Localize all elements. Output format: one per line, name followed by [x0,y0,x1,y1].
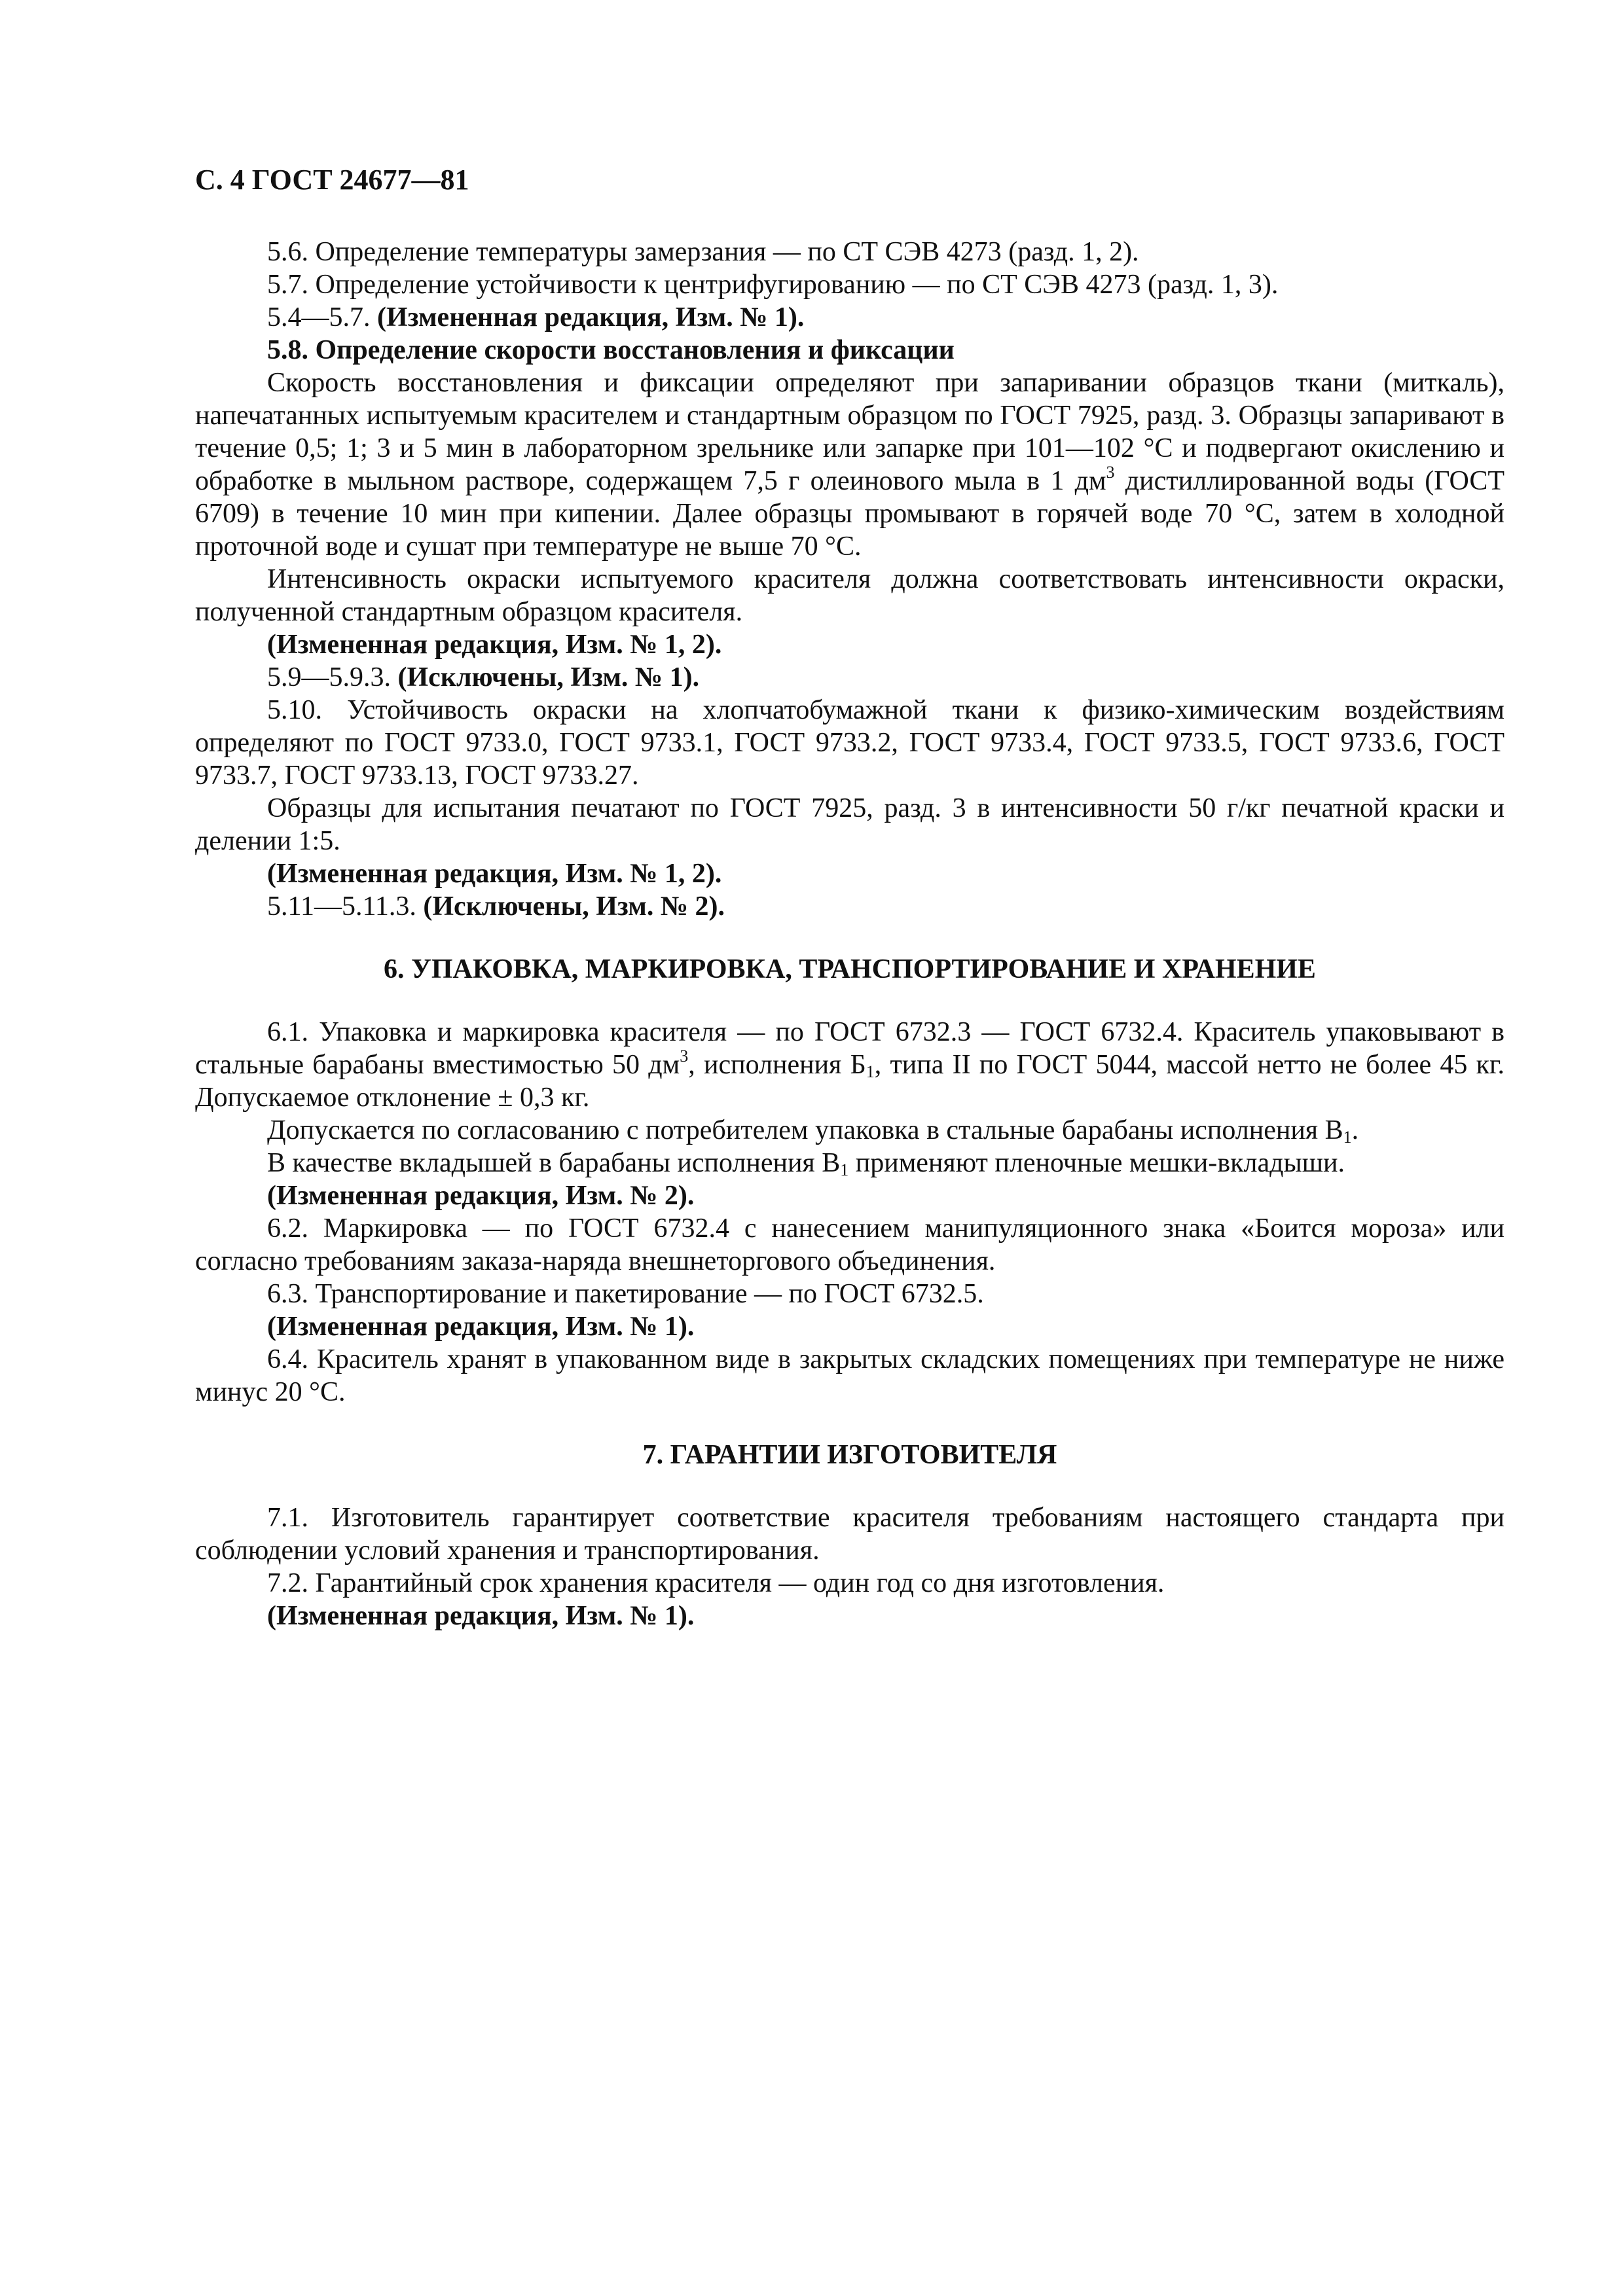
superscript: 3 [1106,463,1115,482]
amendment-note: (Измененная редакция, Изм. № 1, 2). [267,859,722,889]
text-run: применяют пленочные мешки-вкладыши. [848,1148,1345,1178]
section-7-heading: 7. ГАРАНТИИ ИЗГОТОВИТЕЛЯ [642,1440,1057,1470]
text-run: 6.1. Упаковка и маркировка красителя — по ГОСТ 6732.3 — ГОСТ 6732.4. Краситель упаковывают в стальные барабаны вместимостью 50 дм [195,1017,1504,1080]
amendment-note: (Исключены, Изм. № 1). [397,662,700,692]
clause-5-10: 5.10. Устойчивость окраски на хлопчатобумажной ткани к физико-химическим воздействиям определяют по ГОСТ 9733.0, ГОСТ 9733.1, ГОСТ 9733.2, ГОСТ 9733.4, ГОСТ 9733.5, ГОСТ 9733.6, ГОСТ 9733.7, ГОСТ 9733.13, ГОСТ 9733.27. [195,695,1504,791]
clause-6-1-allowance [195,1114,1504,1147]
clause-5-11 [195,890,1504,923]
clause-5-4-5-7 [195,301,1504,334]
clause-5-8-text [195,367,1504,563]
amendment-note: (Измененная редакция, Изм. № 2). [267,1181,695,1211]
running-header: С. 4 ГОСТ 24677—81 [195,164,469,196]
superscript: 3 [680,1047,689,1066]
amendment-note: (Исключены, Изм. № 2). [423,891,725,922]
clause-6-1-liner [195,1147,1504,1179]
clause-5-9 [195,661,1504,694]
amendment-note: (Измененная редакция, Изм. № 1). [267,1312,695,1342]
subscript: 1 [866,1062,875,1081]
subscript: 1 [1343,1128,1352,1147]
clause-5-8-title: 5.8. Определение скорости восстановления и фиксации [267,335,955,365]
clause-5-8-intensity: Интенсивность окраски испытуемого красителя должна соответствовать интенсивности окраски, полученной стандартным образцом красителя. [195,564,1504,627]
clause-5-7: 5.7. Определение устойчивости к центрифугированию — по СТ СЭВ 4273 (разд. 1, 3). [267,270,1279,300]
text-run: дистиллированной воды (ГОСТ 6709) в течение 10 мин при кипении. Далее образцы промывают в горячей воде 70 °С, затем в холодной проточной воде и сушат при температуре не выше 70 °С. [195,466,1504,562]
clause-5-6: 5.6. Определение температуры замерзания — по СТ СЭВ 4273 (разд. 1, 2). [267,237,1139,267]
clause-6-1 [195,1016,1504,1114]
text-run: В качестве вкладышей в барабаны исполнения В [267,1148,841,1178]
text-run: , типа II по ГОСТ 5044, массой нетто не более 45 кг. Допускаемое отклонение ± 0,3 кг. [195,1050,1504,1113]
amendment-note: (Измененная редакция, Изм. № 1, 2). [267,630,722,660]
clause-7-1: 7.1. Изготовитель гарантирует соответствие красителя требованиям настоящего стандарта при соблюдении условий хранения и транспортирования. [195,1503,1504,1566]
clause-number: 5.4—5.7. [267,302,371,332]
clause-6-4: 6.4. Краситель хранят в упакованном виде в закрытых складских помещениях при температуре не ниже минус 20 °С. [195,1344,1504,1407]
clause-number: 5.9—5.9.3. [267,662,391,692]
amendment-note: (Измененная редакция, Изм. № 1). [377,302,805,332]
clause-7-2: 7.2. Гарантийный срок хранения красителя — один год со дня изготовления. [267,1568,1165,1598]
text-run: Скорость восстановления и фиксации определяют при запаривании образцов ткани (миткаль), напечатанных испытуемым красителем и стандартным образцом по ГОСТ 7925, разд. 3. Образцы запаривают в течение 0,5; 1; 3 и 5 мин в лабораторном зрельнике или запарке при 101—102 °С и подвергают окислению и обработке в мыльном растворе, содержащем 7,5 г олеинового мыла в 1 дм [195,368,1504,496]
text-run: . [1351,1115,1359,1145]
amendment-note: (Измененная редакция, Изм. № 1). [267,1601,695,1631]
subscript: 1 [840,1160,849,1179]
clause-6-3: 6.3. Транспортирование и пакетирование — по ГОСТ 6732.5. [267,1279,984,1309]
clause-6-2: 6.2. Маркировка — по ГОСТ 6732.4 с нанесением манипуляционного знака «Боится мороза» или согласно требованиям заказа-наряда внешнеторгового объединения. [195,1213,1504,1276]
clause-5-10-samples: Образцы для испытания печатают по ГОСТ 7925, разд. 3 в интенсивности 50 г/кг печатной краски и делении 1:5. [195,793,1504,856]
document-page [195,164,1504,1632]
text-run: Допускается по согласованию с потребителем упаковка в стальные барабаны исполнения В [267,1115,1343,1145]
text-run: , исполнения Б [688,1050,866,1080]
section-6-heading: 6. УПАКОВКА, МАРКИРОВКА, ТРАНСПОРТИРОВАНИЕ И ХРАНЕНИЕ [384,954,1316,984]
clause-number: 5.11—5.11.3. [267,891,416,922]
